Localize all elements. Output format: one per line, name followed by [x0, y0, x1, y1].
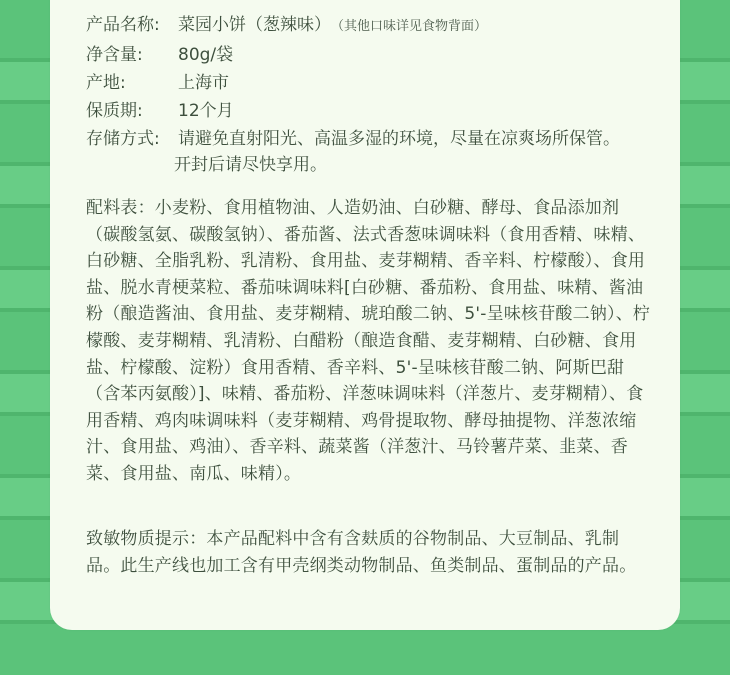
- product-name-value: 菜园小饼（葱辣味）: [178, 15, 331, 35]
- shelf-life-value: 12个月: [178, 101, 234, 121]
- origin-value: 上海市: [178, 73, 229, 93]
- net-content-label: 净含量:: [86, 45, 143, 65]
- product-info-card: [50, 0, 680, 630]
- storage-value-line2: 开封后请尽快享用。: [174, 155, 327, 175]
- net-content-value: 80g/袋: [178, 45, 234, 65]
- shelf-life-label: 保质期:: [86, 101, 143, 121]
- storage-row: [86, 126, 620, 152]
- product-name-row: [86, 12, 487, 40]
- allergen-notice: 致敏物质提示：本产品配料中含有含麸质的谷物制品、大豆制品、乳制品。此生产线也加工含有甲壳纲类动物制品、鱼类制品、蛋制品的产品。: [86, 529, 637, 576]
- origin-label: 产地:: [86, 73, 126, 93]
- product-name-label: 产品名称:: [86, 15, 160, 35]
- product-name-note: （其他口味详见食物背面）: [331, 19, 488, 34]
- net-content-row: [86, 42, 233, 68]
- storage-label: 存储方式:: [86, 129, 160, 149]
- shelf-life-row: [86, 98, 234, 124]
- ingredients-list: 配料表：小麦粉、食用植物油、人造奶油、白砂糖、酵母、食品添加剂（碳酸氢氨、碳酸氢钠）、番茄酱、法式香葱味调味料（食用香精、味精、白砂糖、全脂乳粉、乳清粉、食用盐、麦芽糊精、香辛料、柠檬酸）、食用盐、脱水青梗菜粒、番茄味调味料[白砂糖、番茄粉、食用盐、味精、酱油粉（酿造酱油、食用盐、麦芽糊精、琥珀酸二钠、5'-呈味核苷酸二钠）、柠檬酸、麦芽糊精、乳清粉、白醋粉（酿造食醋、麦芽糊精、白砂糖、食用盐、柠檬酸、淀粉）食用香精、香辛料、5'-呈味核苷酸二钠、阿斯巴甜（含苯丙氨酸）]、味精、番茄粉、洋葱味调味料（洋葱片、麦芽糊精）、食用香精、鸡肉味调味料（麦芽糊精、鸡骨提取物、酵母抽提物、洋葱浓缩汁、食用盐、鸡油）、香辛料、蔬菜酱（洋葱汁、马铃薯芹菜、韭菜、香菜、食用盐、南瓜、味精）。: [86, 198, 651, 484]
- storage-value-line1: 请避免直射阳光、高温多湿的环境，尽量在凉爽场所保管。: [178, 129, 620, 149]
- origin-row: [86, 70, 229, 96]
